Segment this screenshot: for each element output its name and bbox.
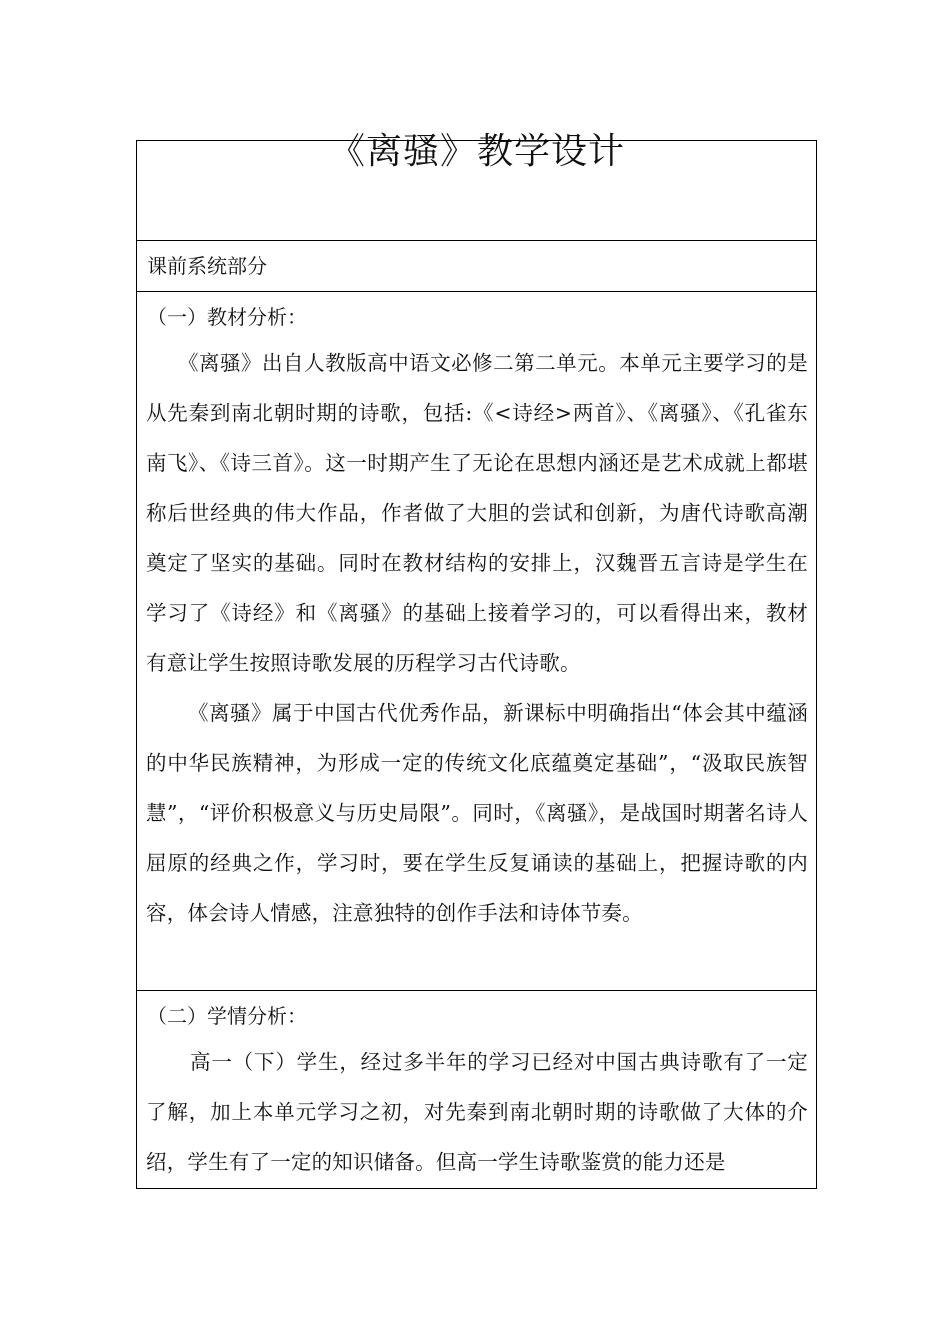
paragraph-text: 《离骚》出自人教版高中语文必修二第二单元。本单元主要学习的是从先秦到南北朝时期的诗歌，包括:《<诗经>两首》、《离骚》、《孔雀东南飞》、《诗三首》。这一时期产生了无论在思想内涵还是艺术成就上都堪称后世经典的伟大作品，作者做了大胆的尝试和创新，为唐代诗歌高潮奠定了坚实的基础。同时在教材结构的安排上，汉魏晋五言诗是学生在学习了《诗经》和《离骚》的基础上接着学习的，可以看得出来，教材有意让学生按照诗歌发展的历程学习古代诗歌。: [146, 351, 808, 675]
textbook-analysis-paragraph: [146, 688, 808, 938]
textbook-analysis-heading: （一）教材分析：: [147, 305, 307, 329]
title-row: [137, 141, 816, 241]
paragraph-text: 高一（下）学生，经过多半年的学习已经对中国古典诗歌有了一定了解，加上本单元学习之初，对先秦到南北朝时期的诗歌做了大体的介绍，学生有了一定的知识储备。但高一学生诗歌鉴赏的能力还是: [146, 1050, 808, 1174]
textbook-analysis-paragraph: [146, 338, 808, 688]
paragraph-text: 《离骚》属于中国古代优秀作品，新课标中明确指出“体会其中蕴涵的中华民族精神，为形成一定的传统文化底蕴奠定基础”，“汲取民族智慧”，“评价积极意义与历史局限”。同时，《离骚》，是战国时期著名诗人屈原的经典之作，学习时，要在学生反复诵读的基础上，把握诗歌的内容，体会诗人情感，注意独特的创作手法和诗体节奏。: [146, 701, 808, 925]
textbook-analysis-cell: [137, 292, 816, 991]
student-analysis-cell: [137, 991, 816, 1189]
student-analysis-heading: （二）学情分析：: [147, 1004, 307, 1028]
page-title: 《离骚》教学设计: [328, 131, 625, 172]
section-label: 课前系统部分: [147, 254, 267, 278]
section-row: [137, 241, 816, 292]
student-analysis-paragraph: [146, 1037, 808, 1187]
lesson-plan-table: [136, 140, 817, 1189]
